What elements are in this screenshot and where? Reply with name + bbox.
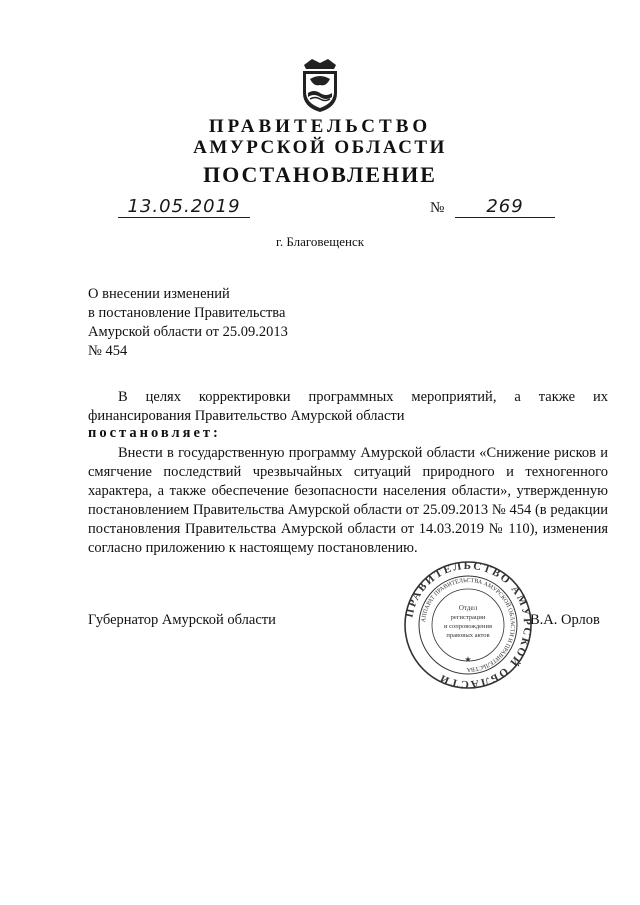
subject-line: в постановление Правительства: [88, 305, 286, 321]
coat-of-arms-emblem: [298, 55, 342, 113]
signatory-position: Губернатор Амурской области: [88, 612, 276, 628]
city-name: г. Благовещенск: [275, 234, 365, 249]
main-paragraph: Внести в государственную программу Амурской области «Снижение рисков и смягчение последствий чрезвычайных ситуаций природного и техногенного характера, а также обеспечение безопасности населения области», утвержденную постановлением Правительства Амурской области от 25.09.2013 № 454 (в редакции постановления Правительства Амурской области от 14.03.2019 № 110), изменения согласно приложению к настоящему постановлению.: [88, 445, 608, 556]
document-number: 269: [455, 196, 555, 218]
resolves-word: постановляет:: [88, 425, 221, 441]
document-type-title: ПОСТАНОВЛЕНИЕ: [203, 162, 437, 187]
signatory-name: В.А. Орлов: [530, 612, 600, 628]
preamble-paragraph: В целях корректировки программных мероприятий, а также их финансирования Правительство Амурской области: [88, 389, 608, 424]
stamp-outer-text: ПРАВИТЕЛЬСТВО АМУРСКОЙ ОБЛАСТИ: [403, 560, 533, 690]
official-stamp: [403, 560, 533, 690]
subject-line: О внесении изменений: [88, 286, 230, 302]
header-government: ПРАВИТЕЛЬСТВО: [208, 116, 432, 137]
stamp-inner-text: АППАРАТ ПРАВИТЕЛЬСТВА АМУРСКОЙ ОБЛАСТИ И ПРАВИТЕЛЬСТВА: [421, 577, 516, 673]
stamp-center-line: и сопровождения: [444, 623, 492, 630]
star-icon: ★: [464, 655, 472, 664]
stamp-center-line: регистрации: [450, 614, 486, 621]
header-region: АМУРСКОЙ ОБЛАСТИ: [193, 137, 447, 158]
subject-line: Амурской области от 25.09.2013: [88, 324, 288, 340]
number-label: №: [430, 200, 445, 216]
subject-line: № 454: [88, 343, 128, 359]
stamp-center-line: Отдел: [458, 604, 478, 612]
document-date: 13.05.2019: [118, 196, 250, 218]
stamp-center-line: правовых актов: [446, 632, 490, 639]
document-subject: [88, 285, 348, 361]
